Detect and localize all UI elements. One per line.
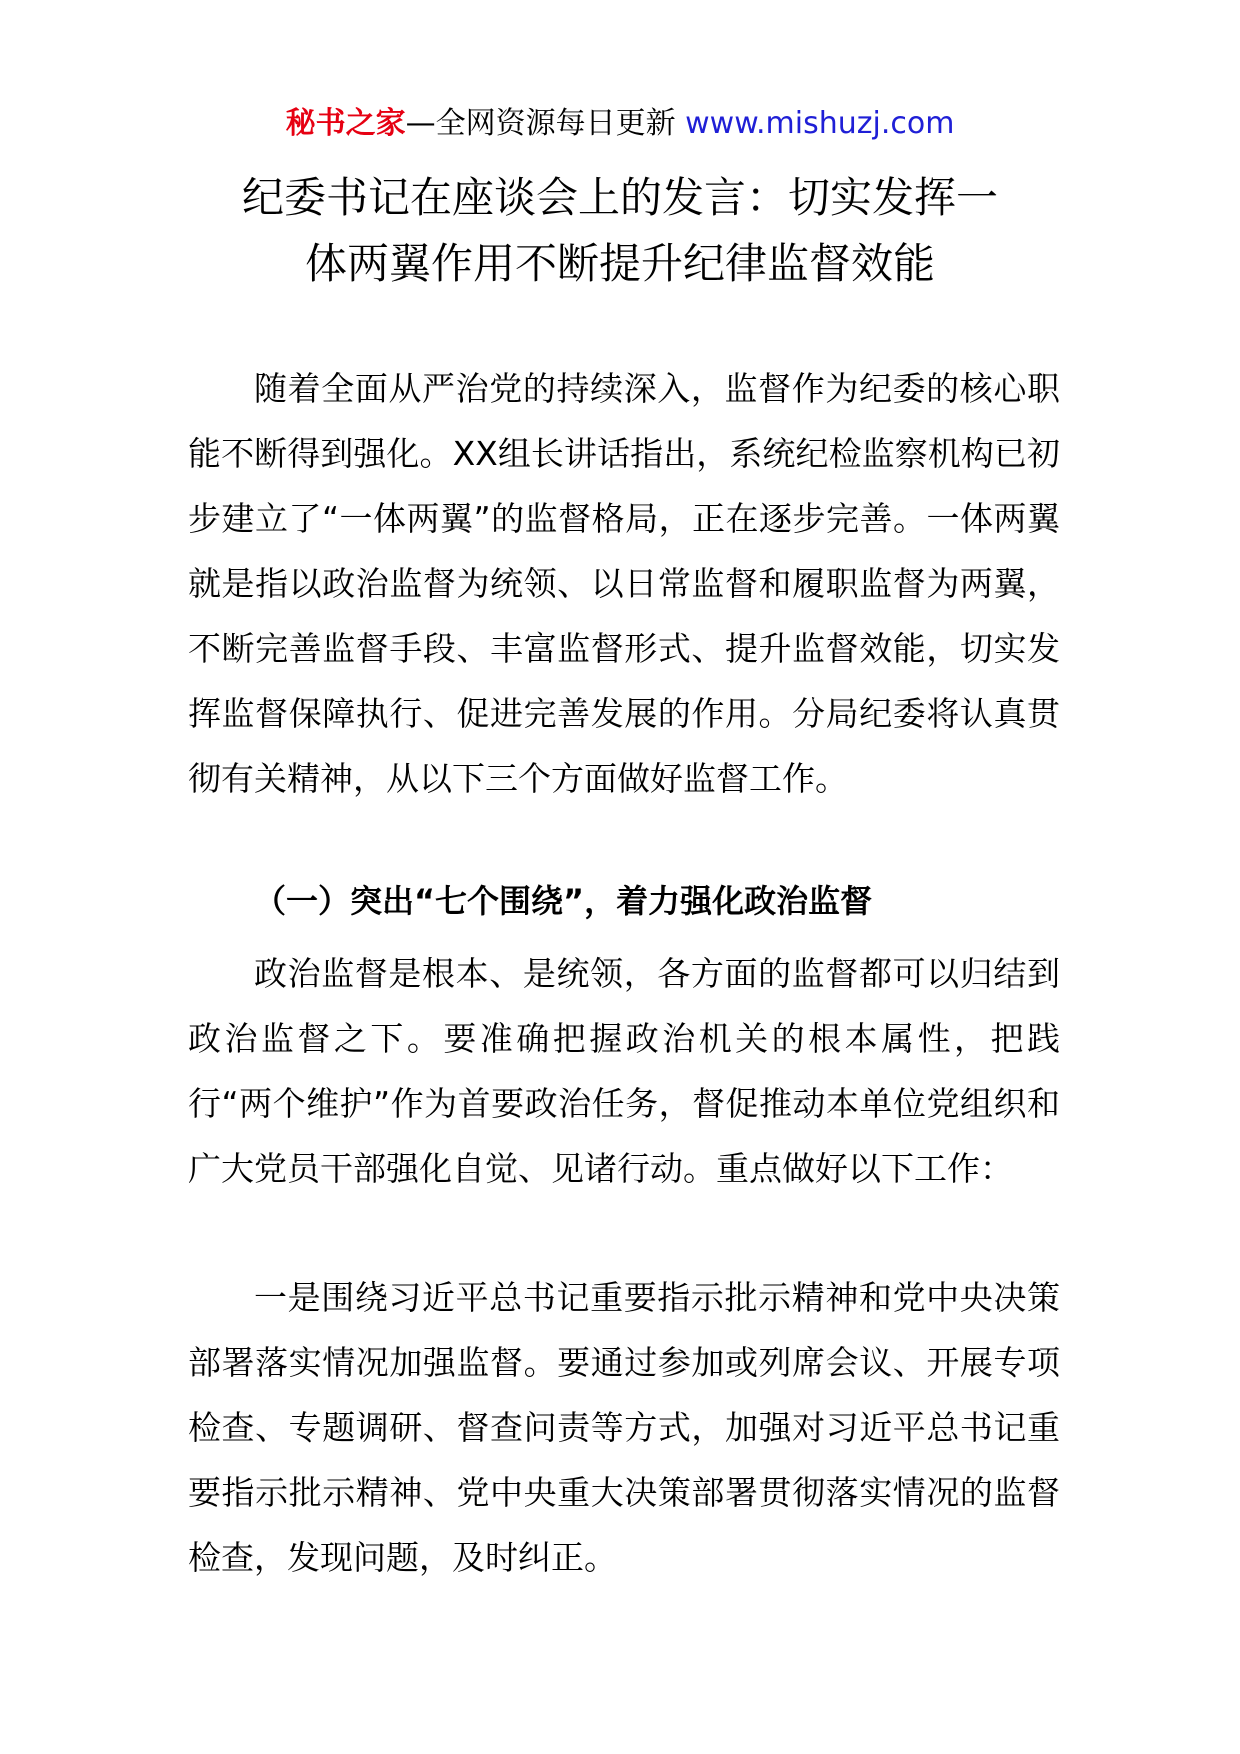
site-tagline: —全网资源每日更新 — [405, 106, 676, 141]
site-url-link[interactable]: www.mishuzj.com — [685, 106, 955, 141]
document-title-line-2: 体两翼作用不断提升纪律监督效能 — [304, 239, 935, 288]
document-title — [160, 165, 1080, 297]
site-header-banner — [0, 104, 1240, 144]
site-brand: 秘书之家 — [285, 106, 406, 141]
item-one-paragraph: 一是围绕习近平总书记重要指示批示精神和党中央决策部署落实情况加强监督。要通过参加或列席会议、开展专项检查、专题调研、督查问责等方式，加强对习近平总书记重要指示批示精神、党中央重大决策部署贯彻落实情况的监督检查，发现问题，及时纠正。 — [188, 1278, 1060, 1577]
intro-paragraph: 随着全面从严治党的持续深入，监督作为纪委的核心职能不断得到强化。XX组长讲话指出，系统纪检监察机构已初步建立了“一体两翼”的监督格局，正在逐步完善。一体两翼就是指以政治监督为统领、以日常监督和履职监督为两翼，不断完善监督手段、丰富监督形式、提升监督效能，切实发挥监督保障执行、促进完善发展的作用。分局纪委将认真贯彻有关精神，从以下三个方面做好监督工作。 — [188, 369, 1060, 798]
document-title-line-1: 纪委书记在座谈会上的发言：切实发挥一 — [241, 173, 998, 222]
section-one-heading: （一）突出“七个围绕”，着力强化政治监督 — [254, 882, 873, 920]
political-supervision-paragraph: 政治监督是根本、是统领，各方面的监督都可以归结到政治监督之下。要准确把握政治机关的根本属性，把践行“两个维护”作为首要政治任务，督促推动本单位党组织和广大党员干部强化自觉、见诸行动。重点做好以下工作： — [188, 954, 1060, 1188]
